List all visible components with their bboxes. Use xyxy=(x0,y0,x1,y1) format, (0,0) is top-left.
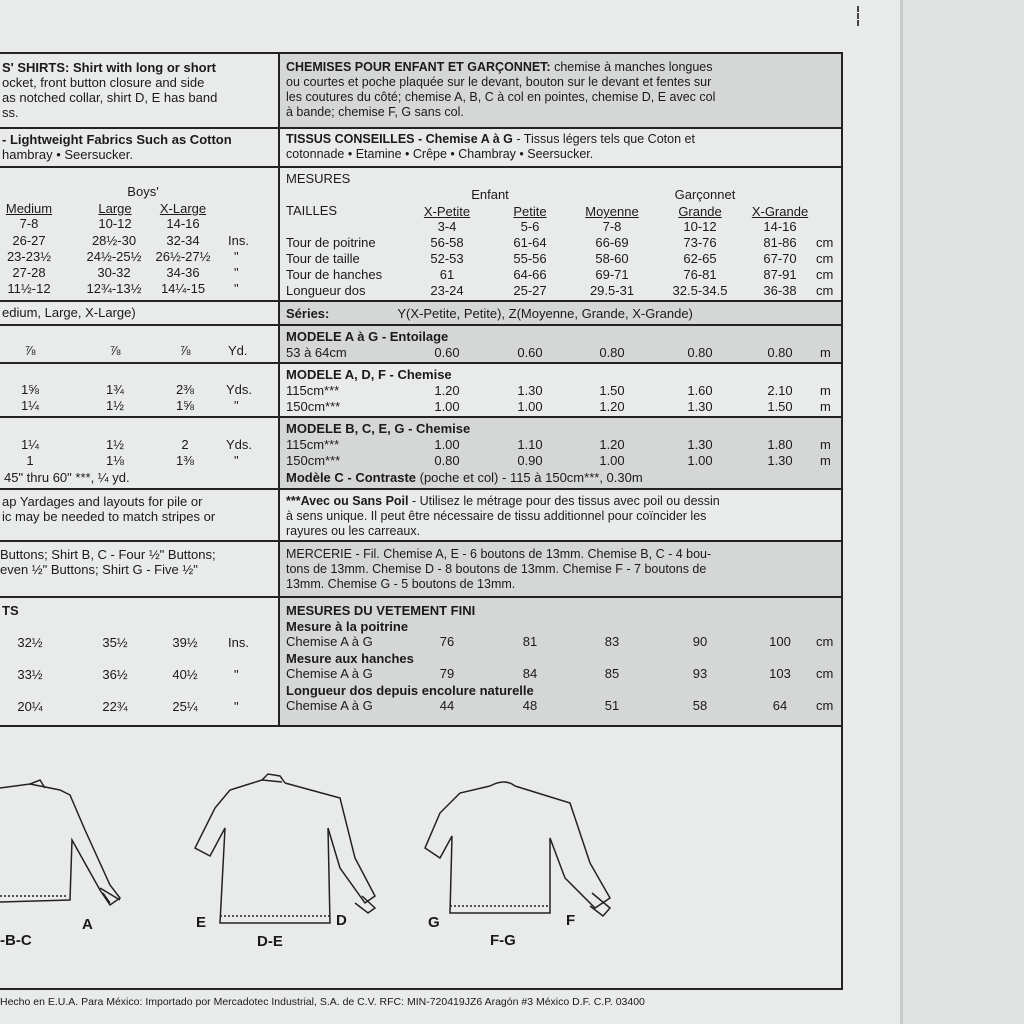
unit: cm xyxy=(816,235,834,250)
cell: 84 xyxy=(522,666,538,681)
left-nap xyxy=(2,494,215,524)
fabric-line: hambray • Seersucker. xyxy=(2,147,133,162)
size-number: 3-4 xyxy=(437,219,457,234)
unit: Yd. xyxy=(228,343,248,358)
cell: 11½-12 xyxy=(7,281,51,296)
unit: " xyxy=(234,281,239,296)
rule xyxy=(0,416,843,418)
left-notions xyxy=(0,547,216,577)
row-label: Longueur dos xyxy=(286,283,366,298)
cell: 64 xyxy=(772,698,788,713)
desc-line: ou courtes et poche plaquée sur le devant, bouton sur le devant et fentes sur xyxy=(286,75,712,89)
cell: 76 xyxy=(439,634,455,649)
notion-line: even ½" Buttons; Shirt G - Five ½" xyxy=(0,562,198,577)
cell: 85 xyxy=(604,666,620,681)
right-notions xyxy=(286,547,711,592)
group-title: Mesure aux hanches xyxy=(286,651,414,666)
size-number: 7-8 xyxy=(602,219,622,234)
cell: 66-69 xyxy=(595,235,629,250)
cell: 1.00 xyxy=(434,399,460,414)
view-label-e: E xyxy=(196,914,207,931)
cell: 79 xyxy=(439,666,455,681)
row-label: 115cm*** xyxy=(286,437,340,452)
cell: 35½ xyxy=(102,635,128,650)
unit: Yds. xyxy=(226,437,253,452)
unit: cm xyxy=(816,666,834,681)
cell: 32.5-34.5 xyxy=(672,283,728,298)
rule xyxy=(0,540,843,542)
rule xyxy=(0,488,843,490)
cell: 1.60 xyxy=(687,383,713,398)
left-fabrics xyxy=(2,132,232,162)
unit: " xyxy=(234,453,239,468)
size-number: 14-16 xyxy=(763,219,797,234)
cell: 93 xyxy=(692,666,708,681)
rule xyxy=(0,127,843,129)
cell: 90 xyxy=(692,634,708,649)
rule xyxy=(0,725,843,727)
contrast-title: Modèle C - Contraste xyxy=(286,470,417,485)
row-label: 115cm*** xyxy=(286,383,340,398)
group-title: Longueur dos depuis encolure naturelle xyxy=(286,683,534,698)
contrast-text: (poche et col) - 115 à 150cm***, 0.30m xyxy=(416,470,643,485)
cell: 23-24 xyxy=(430,283,464,298)
size-header: X-Large xyxy=(159,201,207,216)
cell: 40½ xyxy=(172,667,198,682)
cell: 28½-30 xyxy=(91,233,137,248)
unit: cm xyxy=(816,251,834,266)
shirt-back-view-abc xyxy=(0,770,150,920)
rule xyxy=(0,324,843,326)
cell: 1⅝ xyxy=(175,398,195,413)
cell: 1.10 xyxy=(517,437,543,452)
left-finished-title: TS xyxy=(2,603,19,618)
nap-title: ***Avec ou Sans Poil xyxy=(286,494,409,508)
cell: ⅞ xyxy=(179,343,191,358)
cell: 2 xyxy=(181,437,189,452)
cell: 1.30 xyxy=(687,437,713,452)
row-label: Chemise A à G xyxy=(286,698,373,713)
cell: 0.80 xyxy=(599,345,625,360)
cell: 1¼ xyxy=(20,437,40,452)
cell: 1.30 xyxy=(687,399,713,414)
unit: " xyxy=(234,249,239,264)
cell: 103 xyxy=(769,666,791,681)
cell: 1¼ xyxy=(20,398,40,413)
unit: m xyxy=(820,399,831,414)
desc-line: S' SHIRTS: Shirt with long or short xyxy=(2,60,216,75)
rule xyxy=(0,362,843,364)
unit: Yds. xyxy=(226,382,253,397)
shirt-back-view-de xyxy=(190,768,390,933)
row-label: Tour de poitrine xyxy=(286,235,376,250)
cell: 64-66 xyxy=(513,267,547,282)
cell: 69-71 xyxy=(595,267,629,282)
cell: 36-38 xyxy=(763,283,797,298)
row-label: Chemise A à G xyxy=(286,666,373,681)
cell: 76-81 xyxy=(683,267,717,282)
cell: 1⅝ xyxy=(20,382,40,397)
row-label: Chemise A à G xyxy=(286,634,373,649)
notions-line: MERCERIE - Fil. Chemise A, E - 6 boutons de 13mm. Chemise B, C - 4 bou- xyxy=(286,547,712,561)
bceg-title: MODELE B, C, E, G - Chemise xyxy=(286,421,471,436)
view-label-fg: F-G xyxy=(490,932,516,949)
cell: 22¾ xyxy=(102,699,128,714)
row-label: Tour de taille xyxy=(286,251,360,266)
cell: 26½-27½ xyxy=(155,249,211,264)
boys-header: Boys' xyxy=(127,184,159,199)
mesures-label: MESURES xyxy=(286,171,351,186)
size-name: Petite xyxy=(513,204,547,219)
cell: 33½ xyxy=(17,667,43,682)
view-label-f: F xyxy=(566,912,576,929)
left-description xyxy=(2,60,217,120)
desc-line: chemise à manches longues xyxy=(550,60,713,74)
cell: 81-86 xyxy=(763,235,797,250)
cell: 30-32 xyxy=(97,265,131,280)
cell: 58 xyxy=(692,698,708,713)
cell: 12¾-13½ xyxy=(86,281,142,296)
cell: 81 xyxy=(522,634,538,649)
footer-import-info: Hecho en E.U.A. Para México: Importado por Mercadotec Industrial, S.A. de C.V. RFC: MIN-720419JZ6 Aragón #3 México D.F. C.P. 03400 xyxy=(0,996,645,1008)
size-number: 14-16 xyxy=(166,216,200,231)
left-contrast: 45" thru 60" ***, ¼ yd. xyxy=(4,470,130,485)
tailles-label: TAILLES xyxy=(286,203,338,218)
cell: ⅞ xyxy=(24,343,36,358)
interfacing-title: MODELE A à G - Entoilage xyxy=(286,329,449,344)
cell: 39½ xyxy=(172,635,198,650)
right-series xyxy=(286,306,693,321)
cell: 44 xyxy=(439,698,455,713)
cell: 1.20 xyxy=(599,437,625,452)
rule xyxy=(0,596,843,598)
cell: 29.5-31 xyxy=(589,283,635,298)
desc-line: as notched collar, shirt D, E has band xyxy=(2,90,218,105)
unit: " xyxy=(234,699,239,714)
cell: 56-58 xyxy=(430,235,464,250)
cell: 25¼ xyxy=(172,699,198,714)
right-description xyxy=(286,60,715,120)
garconnet-header: Garçonnet xyxy=(674,187,736,202)
cell: 25-27 xyxy=(513,283,547,298)
notions-line: 13mm. Chemise G - 5 boutons de 13mm. xyxy=(286,577,516,591)
unit: cm xyxy=(816,283,834,298)
cell: 61-64 xyxy=(513,235,547,250)
view-label-de: D-E xyxy=(257,933,283,950)
nap-line: - Utilisez le métrage pour des tissus avec poil ou dessin xyxy=(408,494,720,508)
cell: 0.80 xyxy=(434,453,460,468)
cell: 1.00 xyxy=(517,399,543,414)
right-nap xyxy=(286,494,720,539)
view-label-d: D xyxy=(336,912,347,929)
cell: 52-53 xyxy=(430,251,464,266)
cell: 62-65 xyxy=(683,251,717,266)
row-label: 150cm*** xyxy=(286,399,341,414)
series-label: Séries: xyxy=(286,306,330,321)
cell: 1.50 xyxy=(599,383,625,398)
shirt-back-view-fg xyxy=(420,768,630,938)
size-number: 7-8 xyxy=(19,216,39,231)
cell: 1.00 xyxy=(599,453,625,468)
series-text: Y(X-Petite, Petite), Z(Moyenne, Grande, X-Grande) xyxy=(397,306,693,321)
view-label-g: G xyxy=(428,914,440,931)
size-header: Medium xyxy=(5,201,53,216)
cell: 1.20 xyxy=(599,399,625,414)
cell: 1.30 xyxy=(767,453,793,468)
unit: " xyxy=(234,265,239,280)
unit: cm xyxy=(816,698,834,713)
unit: Ins. xyxy=(228,635,249,650)
row-label: 150cm*** xyxy=(286,453,341,468)
cell: 1.00 xyxy=(434,437,460,452)
cell: 36½ xyxy=(102,667,128,682)
cell: 0.60 xyxy=(517,345,543,360)
nap-line: ap Yardages and layouts for pile or xyxy=(2,494,203,509)
cell: 67-70 xyxy=(763,251,797,266)
desc-line: à bande; chemise F, G sans col. xyxy=(286,105,464,119)
cell: 1.50 xyxy=(767,399,793,414)
cell: 1⅛ xyxy=(105,453,125,468)
cut-mark xyxy=(857,6,861,26)
unit: m xyxy=(820,453,831,468)
cell: 32½ xyxy=(17,635,43,650)
cell: 0.60 xyxy=(434,345,460,360)
nap-line: à sens unique. Il peut être nécessaire de tissu additionnel pour coïncider les xyxy=(286,509,707,523)
rule xyxy=(0,166,843,168)
unit: m xyxy=(820,345,831,360)
unit: m xyxy=(820,437,831,452)
cell: 0.80 xyxy=(687,345,713,360)
nap-line: rayures ou les carreaux. xyxy=(286,524,421,538)
cell: 27-28 xyxy=(12,265,46,280)
notion-line: Buttons; Shirt B, C - Four ½" Buttons; xyxy=(0,547,216,562)
column-divider xyxy=(278,52,280,727)
rule xyxy=(0,300,843,302)
size-number: 10-12 xyxy=(98,216,132,231)
finished-title: MESURES DU VETEMENT FINI xyxy=(286,603,476,618)
cell: 34-36 xyxy=(166,265,200,280)
right-fabrics xyxy=(286,132,695,162)
cell: 0.90 xyxy=(517,453,543,468)
fabric-line: - Tissus légers tels que Coton et xyxy=(512,132,695,146)
desc-line: ss. xyxy=(2,105,19,120)
fabric-title: TISSUS CONSEILLES - Chemise A à G xyxy=(286,132,513,146)
cell: 1.00 xyxy=(687,453,713,468)
cell: 1½ xyxy=(105,437,125,452)
nap-line: ic may be needed to match stripes or xyxy=(2,509,216,524)
right-title: CHEMISES POUR ENFANT ET GARÇONNET: xyxy=(286,60,551,74)
cell: 24½-25½ xyxy=(86,249,142,264)
enfant-header: Enfant xyxy=(471,187,509,202)
cell: 55-56 xyxy=(513,251,547,266)
group-title: Mesure à la poitrine xyxy=(286,619,409,634)
unit: " xyxy=(234,398,239,413)
cell: 1.30 xyxy=(517,383,543,398)
unit: " xyxy=(234,667,239,682)
cell: 26-27 xyxy=(12,233,46,248)
cell: 14¼-15 xyxy=(160,281,206,296)
cell: 0.80 xyxy=(767,345,793,360)
row-label: 53 à 64cm xyxy=(286,345,347,360)
cell: 73-76 xyxy=(683,235,717,250)
cell: 48 xyxy=(522,698,538,713)
cell: 23-23½ xyxy=(6,249,52,264)
size-name: X-Grande xyxy=(751,204,809,219)
row-label: Tour de hanches xyxy=(286,267,383,282)
size-header: Large xyxy=(98,201,132,216)
view-label-a: A xyxy=(82,916,93,933)
cell: 1.80 xyxy=(767,437,793,452)
size-number: 5-6 xyxy=(520,219,540,234)
size-name: X-Petite xyxy=(423,204,471,219)
cell: ⅞ xyxy=(109,343,121,358)
cell: 1½ xyxy=(105,398,125,413)
unit: m xyxy=(820,383,831,398)
cell: 20¼ xyxy=(17,699,43,714)
desc-line: les coutures du côté; chemise A, B, C à col en pointes, chemise D, E avec col xyxy=(286,90,716,104)
unit: Ins. xyxy=(228,233,249,248)
size-number: 10-12 xyxy=(683,219,717,234)
size-name: Moyenne xyxy=(585,204,639,219)
cell: 32-34 xyxy=(166,233,200,248)
cell: 61 xyxy=(439,267,455,282)
paper-edge xyxy=(900,0,903,1024)
cell: 100 xyxy=(769,634,791,649)
cell: 51 xyxy=(604,698,620,713)
cell: 1¾ xyxy=(105,382,125,397)
view-label-abc: -B-C xyxy=(0,932,32,949)
notions-line: tons de 13mm. Chemise D - 8 boutons de 13mm. Chemise F - 7 boutons de xyxy=(286,562,707,576)
contrast-line xyxy=(286,470,643,485)
desc-line: ocket, front button closure and side xyxy=(2,75,205,90)
unit: cm xyxy=(816,634,834,649)
cell: 1⅜ xyxy=(175,453,195,468)
cell: 1.20 xyxy=(434,383,460,398)
unit: cm xyxy=(816,267,834,282)
cell: 83 xyxy=(604,634,620,649)
cell: 58-60 xyxy=(595,251,629,266)
cell: 2⅜ xyxy=(175,382,195,397)
adf-title: MODELE A, D, F - Chemise xyxy=(286,367,452,382)
left-series: edium, Large, X-Large) xyxy=(2,305,136,320)
cell: 2.10 xyxy=(767,383,793,398)
size-name: Grande xyxy=(678,204,722,219)
fabric-line: cotonnade • Etamine • Crêpe • Chambray • Seersucker. xyxy=(286,147,594,161)
cell: 1 xyxy=(26,453,34,468)
cell: 87-91 xyxy=(763,267,797,282)
fabric-line: - Lightweight Fabrics Such as Cotton xyxy=(2,132,232,147)
